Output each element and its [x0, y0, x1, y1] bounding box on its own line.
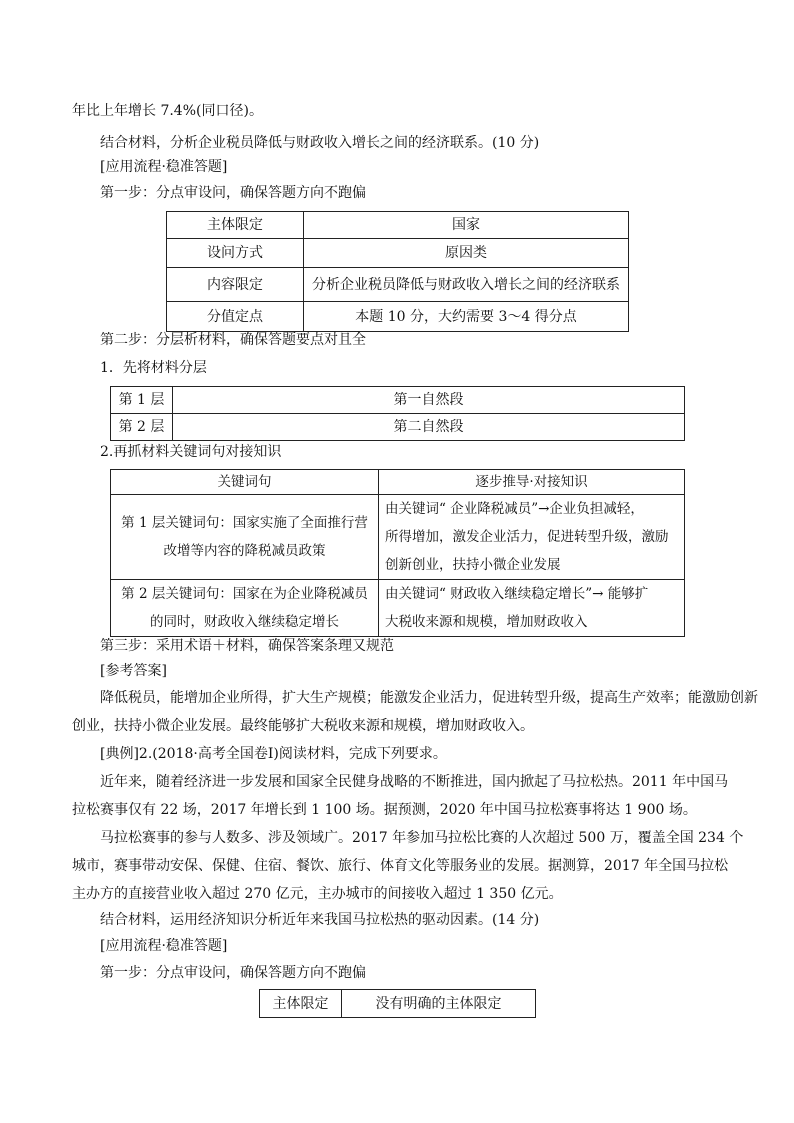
table-row: [111, 387, 685, 414]
table-cell: 主体限定: [167, 212, 304, 239]
column-header: 逐步推导·对接知识: [379, 470, 685, 495]
table-cell: 没有明确的主体限定: [342, 990, 536, 1018]
keyword-table: [110, 469, 685, 637]
table-cell: [111, 580, 379, 637]
cell-line: 第 1 层关键词句：国家实施了全面推行营: [121, 515, 368, 531]
analysis-table-2: [259, 989, 536, 1018]
table-row: [111, 414, 685, 441]
table-row: [167, 239, 629, 268]
cell-line: 创新创业，扶持小微企业发展: [385, 557, 561, 573]
table-cell: 内容限定: [167, 268, 304, 302]
cell-line: 第 2 层关键词句：国家在为企业降税减员: [121, 586, 368, 602]
answer-text: 降低税员，能增加企业所得，扩大生产规模；能激发企业活力，促进转型升级，提高生产效率；能激励创新: [100, 690, 758, 706]
section-heading: [参考答案]: [100, 663, 167, 679]
table-cell: 分值定点: [167, 302, 304, 332]
layer-table: [110, 386, 685, 441]
cell-line: 由关键词“ 财政收入继续稳定增长”→ 能够扩: [385, 586, 649, 602]
cell-line: 大税收来源和规模，增加财政收入: [385, 614, 588, 630]
table-cell: 原因类: [304, 239, 629, 268]
table-cell: [379, 580, 685, 637]
table-cell: [379, 495, 685, 580]
table-cell: 分析企业税员降低与财政收入增长之间的经济联系: [304, 268, 629, 302]
table-cell: 第二自然段: [173, 414, 685, 441]
table-row: [167, 212, 629, 239]
sub-heading: 1．先将材料分层: [100, 360, 207, 376]
table-cell: 第一自然段: [173, 387, 685, 414]
cell-line: 所得增加，激发企业活力，促进转型升级，激励: [385, 529, 669, 545]
table-cell: 设问方式: [167, 239, 304, 268]
example-heading: [典例]2.(2018·高考全国卷Ⅰ)阅读材料，完成下列要求。: [100, 746, 447, 762]
table-header-row: [111, 470, 685, 495]
table-cell: 主体限定: [260, 990, 342, 1018]
table-row: [167, 268, 629, 302]
answer-text: 创业，扶持小微企业发展。最终能够扩大税收来源和规模，增加财政收入。: [72, 718, 534, 734]
table-row: [167, 302, 629, 332]
material-text: 主办方的直接营业收入超过 270 亿元，主办城市的间接收入超过 1 350 亿元。: [72, 886, 563, 902]
table-cell: 本题 10 分，大约需要 3～4 得分点: [304, 302, 629, 332]
step-heading: 第二步：分层析材料，确保答题要点对且全: [100, 332, 366, 348]
sub-heading: 2.再抓材料关键词句对接知识: [100, 444, 282, 460]
table-cell: 第 1 层: [111, 387, 173, 414]
analysis-table: [166, 211, 629, 332]
text-line: 年比上年增长 7.4%(同口径)。: [72, 103, 263, 119]
step-heading: 第一步：分点审设问，确保答题方向不跑偏: [100, 185, 366, 201]
cell-line: 的同时，财政收入继续稳定增长: [150, 614, 339, 630]
material-text: 拉松赛事仅有 22 场，2017 年增长到 1 100 场。据预测，2020 年中国马拉松赛事将达 1 900 场。: [72, 802, 697, 818]
cell-line: 改增等内容的降税减员政策: [163, 543, 326, 559]
table-cell: [111, 495, 379, 580]
table-row: [111, 495, 685, 580]
table-cell: 国家: [304, 212, 629, 239]
cell-line: 由关键词“ 企业降税减员”→企业负担减轻，: [385, 501, 644, 517]
question-text: 结合材料，分析企业税员降低与财政收入增长之间的经济联系。(10 分): [100, 135, 540, 151]
section-heading: [应用流程·稳准答题]: [100, 938, 228, 954]
table-cell: 第 2 层: [111, 414, 173, 441]
material-text: 城市，赛事带动安保、保健、住宿、餐饮、旅行、体育文化等服务业的发展。据测算，2017 年全国马拉松: [72, 858, 729, 874]
table-row: [260, 990, 536, 1018]
step-heading: 第一步：分点审设问，确保答题方向不跑偏: [100, 965, 366, 981]
step-heading: 第三步：采用术语＋材料，确保答案条理又规范: [100, 638, 394, 654]
section-heading: [应用流程·稳准答题]: [100, 159, 228, 175]
material-text: 近年来，随着经济进一步发展和国家全民健身战略的不断推进，国内掀起了马拉松热。2011 年中国马: [100, 774, 729, 790]
question-text: 结合材料，运用经济知识分析近年来我国马拉松热的驱动因素。(14 分): [100, 912, 540, 928]
column-header: 关键词句: [111, 470, 379, 495]
table-row: [111, 580, 685, 637]
material-text: 马拉松赛事的参与人数多、涉及领域广。2017 年参加马拉松比赛的人次超过 500 万，覆盖全国 234 个: [100, 830, 744, 846]
